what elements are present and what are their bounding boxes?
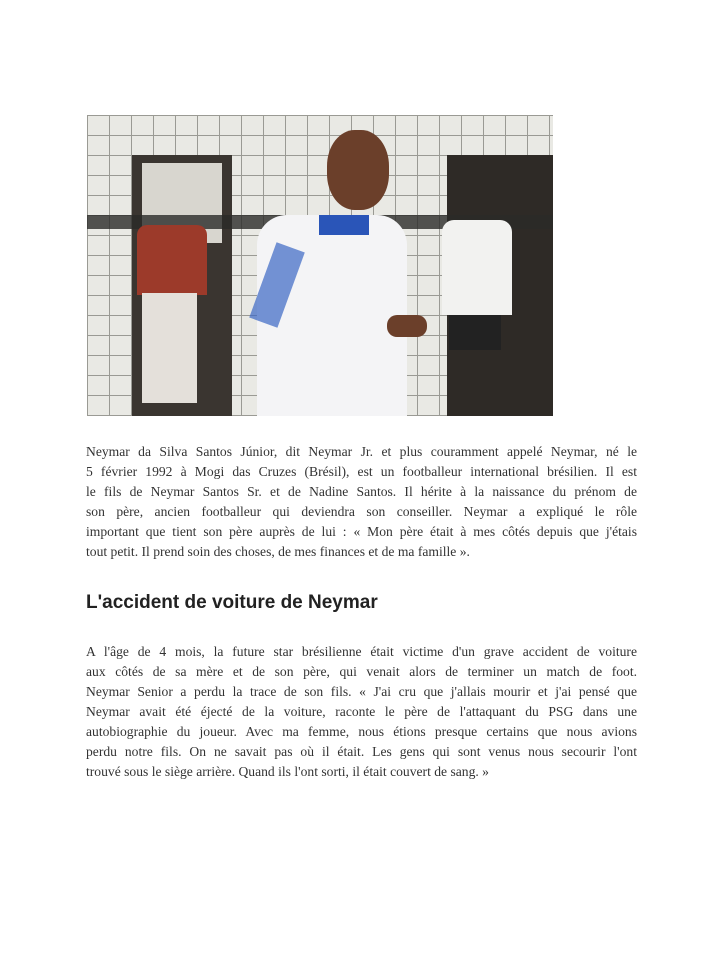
text-line: 5 février 1992 à Mogi das Cruzes (Brésil), est un footballeur international brésilien. Il est: [86, 464, 637, 479]
text-line: Neymar Senior a perdu la trace de son fils. « J'ai cru que j'allais mourir et j'ai pensé que: [86, 684, 637, 699]
jersey-blue-collar: [319, 215, 369, 235]
person-white-shorts: [449, 315, 501, 350]
intro-paragraph: [86, 442, 637, 562]
section-heading: L'accident de voiture de Neymar: [86, 592, 378, 613]
text-line: A l'âge de 4 mois, la future star brésilienne était victime d'un grave accident de voiture: [86, 644, 637, 659]
person-red-legs: [142, 293, 197, 403]
text-line: trouvé sous le siège arrière. Quand ils l'ont sorti, il était couvert de sang. »: [86, 764, 489, 779]
text-line: perdu notre fils. On ne savait pas où il était. Les gens qui sont venus nous secourir l'ont: [86, 744, 637, 759]
person-white-shirt: [442, 220, 512, 315]
person-red-shirt: [137, 225, 207, 295]
text-line: aux côtés de sa mère et de son père, qui venait alors de terminer un match de foot.: [86, 664, 637, 679]
text-line: le fils de Neymar Santos Sr. et de Nadine Santos. Il hérite à la naissance du prénom de: [86, 484, 637, 499]
text-line: Neymar da Silva Santos Júnior, dit Neymar Jr. et plus couramment appelé Neymar, né le: [86, 444, 637, 459]
child-arm: [387, 315, 427, 337]
text-line: Neymar avait été éjecté de la voiture, raconte le père de l'attaquant du PSG dans une: [86, 704, 637, 719]
accident-paragraph: [86, 642, 637, 782]
child-head: [327, 130, 389, 210]
text-line: important que tient son père auprès de lui : « Mon père était à mes côtés depuis que j'étais: [86, 524, 637, 539]
text-line: autobiographie du joueur. Avec ma femme, nous étions presque certains que nous avions: [86, 724, 637, 739]
text-line: son père, ancien footballeur qui deviendra son conseiller. Neymar a expliqué le rôle: [86, 504, 637, 519]
neymar-childhood-photo: [87, 115, 553, 416]
text-line: tout petit. Il prend soin des choses, de mes finances et de ma famille ».: [86, 544, 470, 559]
